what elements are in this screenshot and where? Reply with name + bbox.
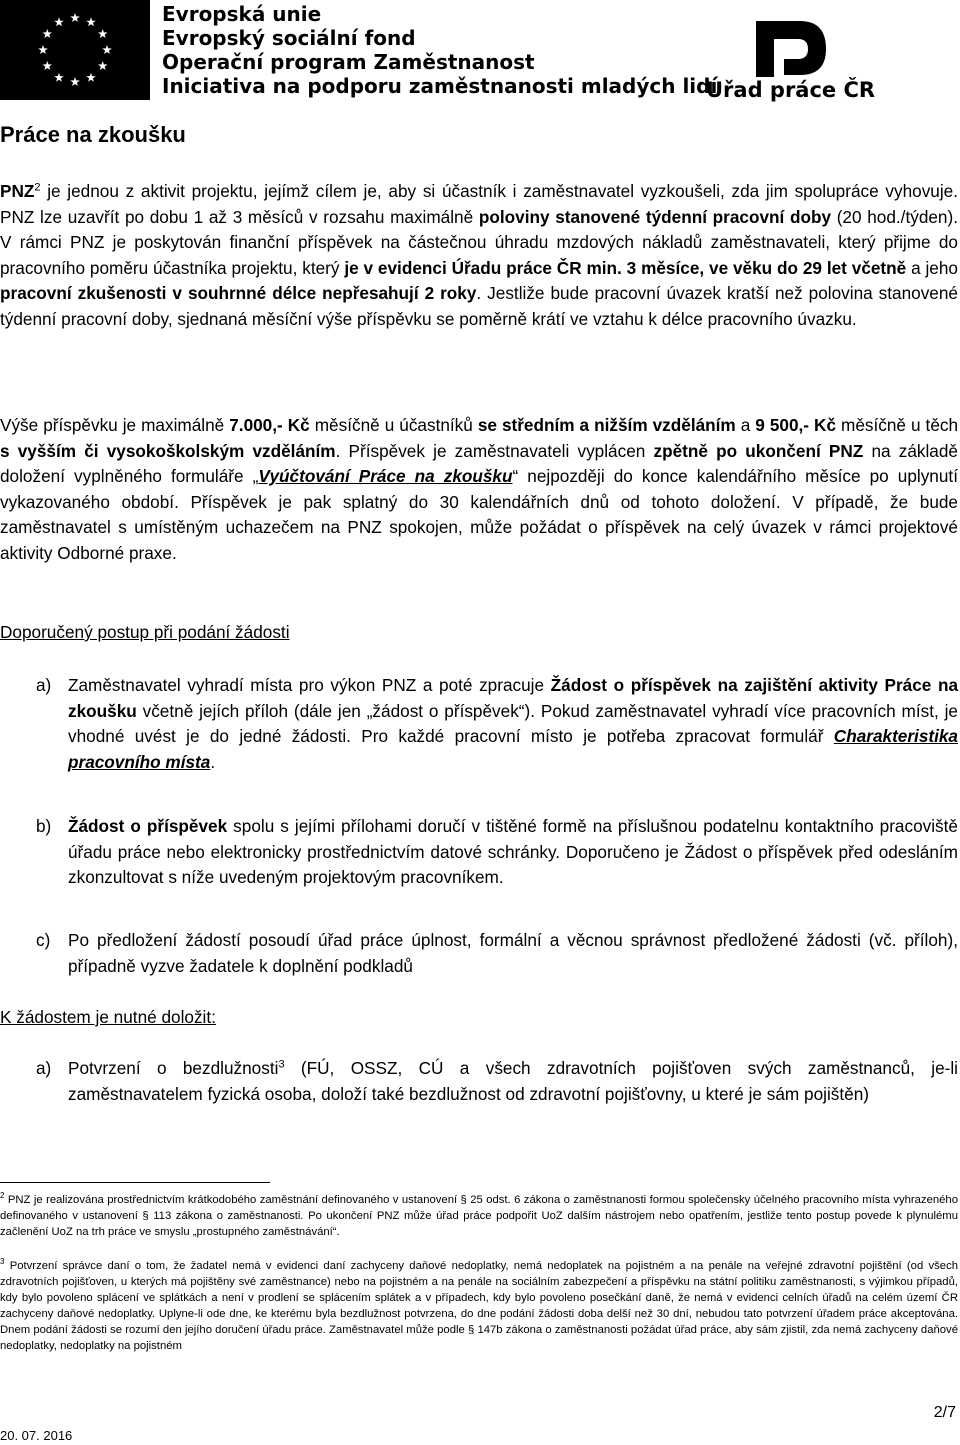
list-item: a) Zaměstnavatel vyhradí místa pro výkon PNZ a poté zpracuje Žádost o příspěvek na zajištění aktivity Práce na zkoušku včetně jejích příloh (dále jen „žádost o příspěvek“). Pokud zaměstnavatel vyhradí více pracovních míst, je vhodné uvést je do jedné žádosti. Pro každé pracovní místo je potřeba zpracovat formulář Charakteristika pracovního místa. — [36, 675, 959, 772]
section-heading: Doporučený postup při podání žádosti — [0, 622, 290, 642]
program-line: Operační program Zaměstnanost — [162, 50, 535, 74]
footnote-divider — [0, 1182, 270, 1183]
program-names — [162, 2, 717, 98]
eu-flag-icon — [0, 0, 150, 100]
list-item: c) Po předložení žádostí posoudí úřad práce úplnost, formální a věcnou správnost předložené žádosti (vč. příloh), případně vyzve žadatele k doplnění podkladů — [36, 930, 958, 976]
form-link[interactable]: Charakteristika pracovního místa — [68, 726, 958, 772]
section-heading: K žádostem je nutné doložit: — [0, 1007, 216, 1027]
program-line: Iniciativa na podporu zaměstnanosti mladých lidí — [162, 74, 718, 98]
footnote: $^2$ PNZ je realizována prostřednictvím krátkodobého zaměstnání definovaného v ustanovení § 25 odst. 6 zákona o zaměstnanosti formou společensky účelného pracovního místa vyhrazeného definovaného v ustanovení § 113 zákona o zaměstnanosti. Po ukončení PNZ může úřad práce podpořit UoZ dalším nástrojem nebo opatřením, jestliže tento postup povede k plynulému začlenění UoZ na trh práce ve smyslu „prostupného zaměstnávání“. — [0, 1191, 958, 1238]
list-item: b) Žádost o příspěvek spolu s jejími přílohami doručí v tištěné formě na příslušnou podatelnu kontaktního pracoviště úřadu práce nebo elektronicky prostřednictvím datové schránky. Doporučeno je Žádost o příspěvek před odesláním zkonzultovat s níže uvedeným projektovým pracovníkem. — [36, 816, 958, 887]
program-line: Evropská unie — [162, 2, 322, 26]
page-header — [0, 0, 960, 110]
form-link[interactable]: Vyúčtování Práce na zkoušku — [258, 466, 513, 486]
intro-paragraph: PNZ$^2$ je jednou z aktivit projektu, jejímž cílem je, aby si účastník i zaměstnavatel vyzkoušeli, zda jim spolupráce vyhovuje. PNZ lze uzavřít po dobu 1 až 3 měsíců v rozsahu maximálně poloviny stanovené týdenní pracovní doby (20 hod./týden). V rámci PNZ je poskytován finanční příspěvek na částečnou úhradu mzdových nákladů zaměstnavateli, který přijme do pracovního poměru účastníka projektu, který je v evidenci Úřadu práce ČR min. 3 měsíce, ve věku do 29 let včetně a jeho pracovní zkušenosti v souhrnné délce nepřesahují 2 roky. Jestliže bude pracovní úvazek kratší než polovina stanovené týdenní pracovní doby, sjednaná měsíční výše příspěvku se poměrně krátí ve vztahu k délce pracovního úvazku. — [0, 181, 958, 329]
contribution-paragraph: Výše příspěvku je maximálně 7.000,- Kč měsíčně u účastníků se středním a nižším vzděláním a 9 500,- Kč měsíčně u těch s vyšším či vysokoškolským vzděláním. Příspěvek je zaměstnavateli vyplácen zpětně po ukončení PNZ na základě doložení vyplněného formuláře „Vyúčtování Práce na zkoušku“ nejpozději do konce kalendářního měsíce po uplynutí vykazovaného období. Příspěvek je pak splatný do 30 kalendářních dnů od tohoto doložení. V případě, že bude zaměstnavatel s umístěným uchazečem na PNZ spokojen, může požádat o příspěvek na celý úvazek v rámci projektové aktivity Odborné praxe. — [0, 415, 959, 563]
list-item: a) Potvrzení o bezdlužnosti$^3$ (FÚ, OSSZ, CÚ a všech zdravotních pojišťoven svých zaměstnanců, je-li zaměstnavatelem fyzická osoba, doloží také bezdlužnost od zdravotní pojišťovny, u které je sám pojištěn) — [36, 1058, 958, 1104]
program-line: Evropský sociální fond — [162, 26, 416, 50]
footer-date: 20. 07. 2016 — [0, 1428, 73, 1443]
footnote: $^3$ Potvrzení správce daní o tom, že žadatel nemá v evidenci daní zachyceny daňové nedoplatky, nemá nedoplatek na pojistném a na penále na veřejné zdravotní pojištění (od všech zdravotních pojišťoven, u kterých má pojištěny své zaměstnance) nebo na pojistném a na penále na sociálním zabezpečení a příspěvku na státní politiku zaměstnanosti, s výjimkou případů, kdy bylo povoleno splácení ve splátkách a není v prodlení se splácením splátek a v případech, kdy bylo povoleno posečkání daně, že nemá v evidenci celních úřadů na celém území ČR zachyceny daňové nedoplatky. Uplyne-li ode dne, ke kterému byla bezdlužnost potvrzena, do dne podání žádosti doba delší než 30 dní, nebudou tato potvrzení úřadem práce akceptována. Dnem podání žádosti se rozumí den jejího doručení úřadu práce. Zaměstnavatel může podle § 147b zákona o zaměstnanosti požádat úřad práce, aby sám zjistil, zda nemá zachyceny daňové nedoplatky, nedoplatky na pojistném — [0, 1257, 958, 1352]
urad-prace-label: Úřad práce ČR — [706, 78, 876, 102]
page-title: Práce na zkoušku — [0, 122, 186, 147]
page-number: 2/7 — [933, 1404, 956, 1421]
